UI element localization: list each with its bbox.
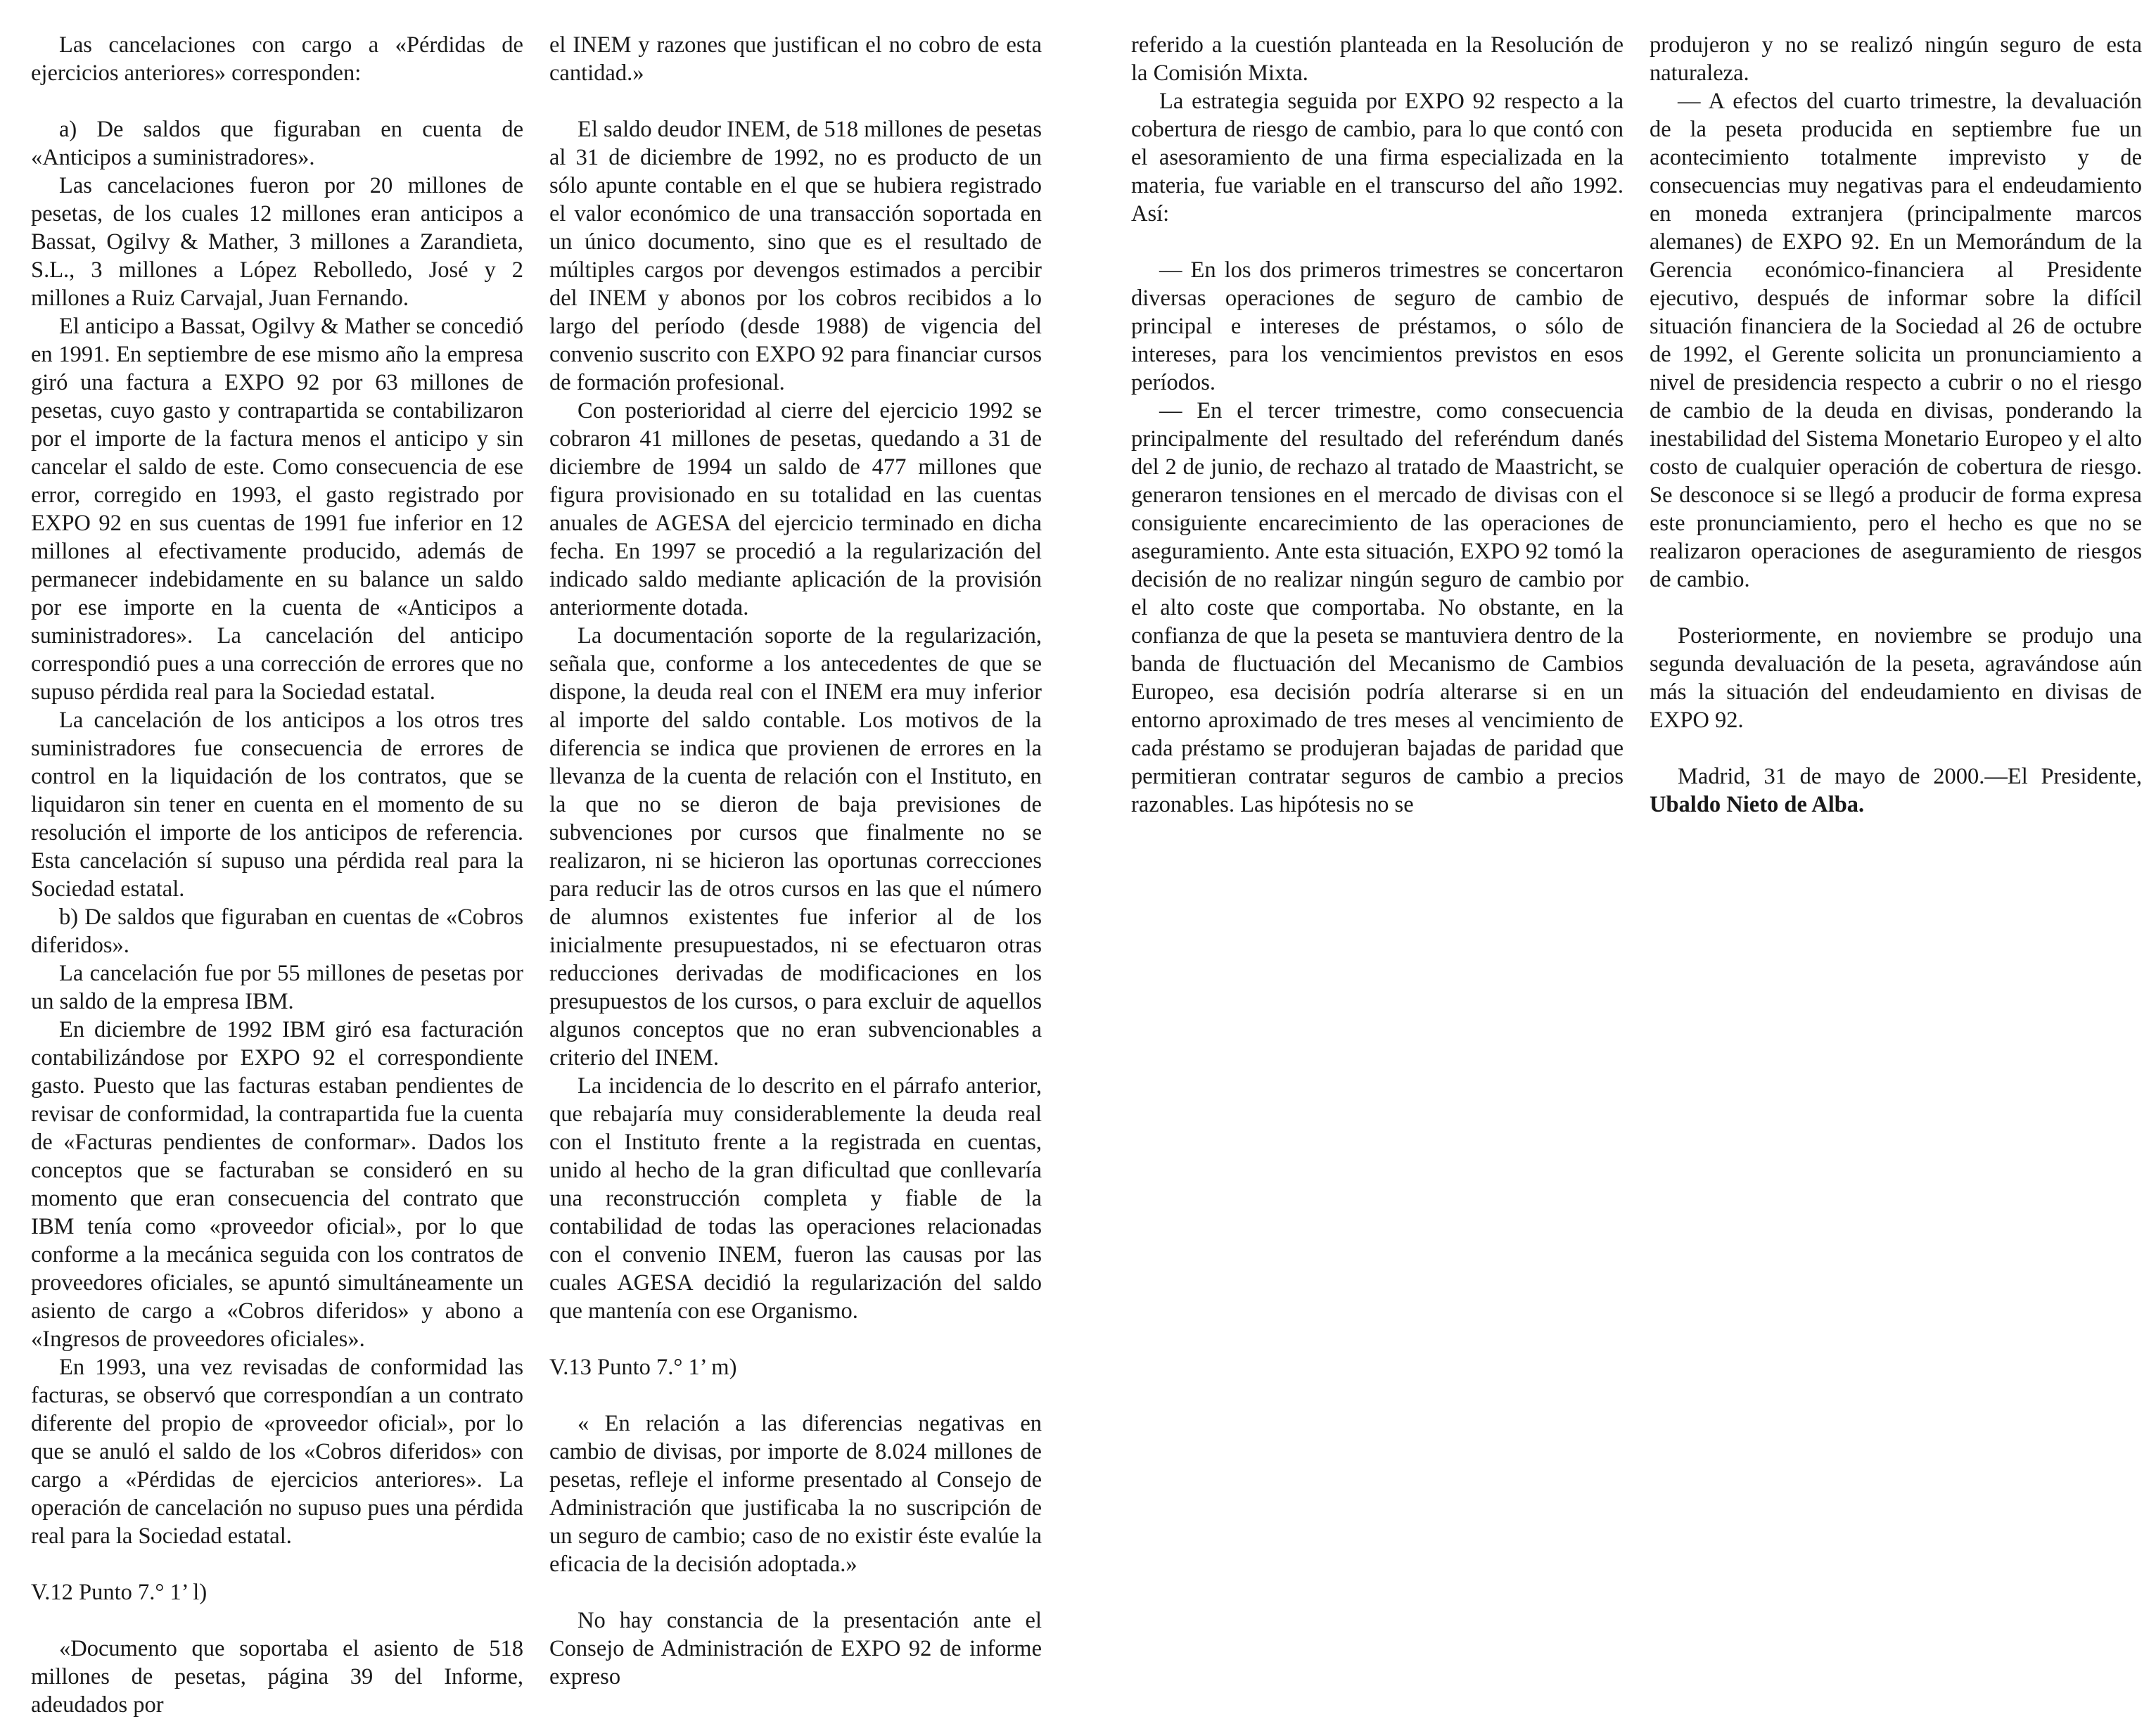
section-heading: V.13 Punto 7.° 1’ m) [549, 1355, 737, 1380]
paragraph: — En los dos primeros trimestres se concertaron diversas operaciones de seguro de cambio de principal e intereses de préstamos, o sólo de intereses, para los vencimientos previstos en esos períodos. [1131, 257, 1624, 395]
text-column-4 [1650, 31, 2142, 819]
paragraph: La cancelación fue por 55 millones de pesetas por un saldo de la empresa IBM. [31, 961, 523, 1014]
text-column-1 [31, 31, 523, 1719]
paragraph: referido a la cuestión planteada en la Resolución de la Comisión Mixta. [1131, 32, 1624, 86]
paragraph: La documentación soporte de la regularización, señala que, conforme a los antecedentes de que se dispone, la deuda real con el INEM era muy inferior al importe del saldo contable. Los motivos de la diferencia se indica que provienen de errores en la llevanza de la cuenta de relación con el Instituto, en la que no se dieron de baja previsiones de subvenciones por cursos que finalmente no se realizaron, ni se hicieron las oportunas correcciones para reducir las de otros cursos en las que el número de alumnos existentes fue inferior al de los inicialmente presupuestados, ni se efectuaron otras reducciones derivadas de modificaciones en los presupuestos de los cursos, o para excluir de aquellos algunos conceptos que no eran subvencionables a criterio del INEM. [549, 623, 1042, 1071]
paragraph: b) De saldos que figuraban en cuentas de «Cobros diferidos». [31, 905, 523, 958]
section-heading: V.12 Punto 7.° 1’ l) [31, 1580, 208, 1605]
paragraph: El saldo deudor INEM, de 518 millones de pesetas al 31 de diciembre de 1992, no es producto de un sólo apunte contable en el que se hubiera registrado el valor económico de una transacción soportada en un único documento, sino que es el resultado de múltiples cargos por devengos estimados a percibir del INEM y abonos por los cobros recibidos a lo largo del período (desde 1988) de vigencia del convenio suscrito con EXPO 92 para financiar cursos de formación profesional. [549, 117, 1042, 395]
paragraph: La cancelación de los anticipos a los otros tres suministradores fue consecuencia de errores de control en la liquidación de los contratos, que se liquidaron sin tener en cuenta en el momento de su resolución el importe de los anticipos de referencia. Esta cancelación sí supuso una pérdida real para la Sociedad estatal. [31, 708, 523, 902]
paragraph: Las cancelaciones con cargo a «Pérdidas de ejercicios anteriores» corresponden: [31, 32, 523, 86]
text-column-2 [549, 31, 1042, 1691]
paragraph: a) De saldos que figuraban en cuenta de «Anticipos a suministradores». [31, 117, 523, 170]
paragraph: — A efectos del cuarto trimestre, la devaluación de la peseta producida en septiembre fue un acontecimiento totalmente imprevisto y de consecuencias muy negativas para el endeudamiento en moneda extranjera (principalmente marcos alemanes) de EXPO 92. En un Memorándum de la Gerencia económico-financiera al Presidente ejecutivo, después de informar sobre la difícil situación financiera de la Sociedad al 26 de octubre de 1992, el Gerente solicita un pronunciamiento a nivel de presidencia respecto a cubrir o no el riesgo de cambio de la deuda en divisas, ponderando la inestabilidad del Sistema Monetario Europeo y el alto costo de cualquier operación de cobertura de riesgo. Se desconoce si se llegó a producir de forma expresa este pronunciamiento, pero el hecho es que no se realizaron operaciones de aseguramiento de riesgos de cambio. [1650, 89, 2142, 592]
paragraph: En 1993, una vez revisadas de conformidad las facturas, se observó que correspondían a un contrato diferente del propio de «proveedor oficial», por lo que se anuló el saldo de los «Cobros diferidos» con cargo a «Pérdidas de ejercicios anteriores». La operación de cancelación no supuso pues una pérdida real para la Sociedad estatal. [31, 1355, 523, 1549]
paragraph: No hay constancia de la presentación ante el Consejo de Administración de EXPO 92 de informe expreso [549, 1608, 1042, 1689]
column-4-body [1650, 31, 2142, 734]
signature-place-date: Madrid, 31 de mayo de 2000.—El Presidente, [1678, 764, 2142, 789]
paragraph: « En relación a las diferencias negativas en cambio de divisas, por importe de 8.024 millones de pesetas, refleje el informe presentado al Consejo de Administración que justificaba la no suscripción de un seguro de cambio; caso de no existir éste evalúe la eficacia de la decisión adoptada.» [549, 1411, 1042, 1577]
paragraph: En diciembre de 1992 IBM giró esa facturación contabilizándose por EXPO 92 el correspondiente gasto. Puesto que las facturas estaban pendientes de revisar de conformidad, la contrapartida fue la cuenta de «Facturas pendientes de conformar». Dados los conceptos que se facturaban se consideró en su momento que eran consecuencia del contrato que IBM tenía como «proveedor oficial», por lo que conforme a la mecánica seguida con los contratos de proveedores oficiales, se apuntó simultáneamente un asiento de cargo a «Cobros diferidos» y abono a «Ingresos de proveedores oficiales». [31, 1017, 523, 1352]
signature-line [1650, 762, 2142, 819]
paragraph: — En el tercer trimestre, como consecuencia principalmente del resultado del referéndum danés del 2 de junio, de rechazo al tratado de Maastricht, se generaron tensiones en el mercado de divisas con el consiguiente encarecimiento de las operaciones de aseguramiento. Ante esta situación, EXPO 92 tomó la decisión de no realizar ningún seguro de cambio por el alto coste que comportaba. No obstante, en la confianza de que la peseta se mantuviera dentro de la banda de fluctuación del Mecanismo de Cambios Europeo, esa decisión podría alterarse si en un entorno aproximado de tres meses al vencimiento de cada préstamo se produjeran bajadas de paridad que permitieran contratar seguros de cambio a precios razonables. Las hipótesis no se [1131, 398, 1624, 817]
paragraph: Posteriormente, en noviembre se produjo una segunda devaluación de la peseta, agravándose aún más la situación del endeudamiento en divisas de EXPO 92. [1650, 623, 2142, 733]
paragraph: Las cancelaciones fueron por 20 millones de pesetas, de los cuales 12 millones eran anticipos a Bassat, Ogilvy & Mather, 3 millones a Zarandieta, S.L., 3 millones a López Rebolledo, José y 2 millones a Ruiz Carvajal, Juan Fernando. [31, 173, 523, 311]
paragraph: «Documento que soportaba el asiento de 518 millones de pesetas, página 39 del Informe, adeudados por [31, 1636, 523, 1718]
signature-name: Ubaldo Nieto de Alba. [1650, 792, 1865, 817]
paragraph: Con posterioridad al cierre del ejercicio 1992 se cobraron 41 millones de pesetas, quedando a 31 de diciembre de 1994 un saldo de 477 millones que figura provisionado en su totalidad en las cuentas anuales de AGESA del ejercicio terminado en dicha fecha. En 1997 se procedió a la regularización del indicado saldo mediante aplicación de la provisión anteriormente dotada. [549, 398, 1042, 620]
paragraph: La estrategia seguida por EXPO 92 respecto a la cobertura de riesgo de cambio, para lo que contó con el asesoramiento de una firma especializada en la materia, fue variable en el transcurso del año 1992. Así: [1131, 89, 1624, 226]
paragraph: El anticipo a Bassat, Ogilvy & Mather se concedió en 1991. En septiembre de ese mismo año la empresa giró una factura a EXPO 92 por 63 millones de pesetas, cuyo gasto y contrapartida se contabilizaron por el importe de la factura menos el anticipo y sin cancelar el saldo de este. Como consecuencia de ese error, corregido en 1993, el gasto registrado por EXPO 92 en sus cuentas de 1991 fue inferior en 12 millones al efectivamente producido, además de permanecer indebidamente en su balance un saldo por ese importe en la cuenta de «Anticipos a suministradores». La cancelación del anticipo correspondió pues a una corrección de errores que no supuso pérdida real para la Sociedad estatal. [31, 314, 523, 705]
paragraph: produjeron y no se realizó ningún seguro de esta naturaleza. [1650, 32, 2142, 86]
paragraph: La incidencia de lo descrito en el párrafo anterior, que rebajaría muy considerablemente la deuda real con el Instituto frente a la registrada en cuentas, unido al hecho de la gran dificultad que conllevaría una reconstrucción completa y fiable de la contabilidad de todas las operaciones relacionadas con el convenio INEM, fueron las causas por las cuales AGESA decidió la regularización del saldo que mantenía con ese Organismo. [549, 1073, 1042, 1324]
text-column-3 [1131, 31, 1624, 819]
paragraph: el INEM y razones que justifican el no cobro de esta cantidad.» [549, 32, 1042, 86]
